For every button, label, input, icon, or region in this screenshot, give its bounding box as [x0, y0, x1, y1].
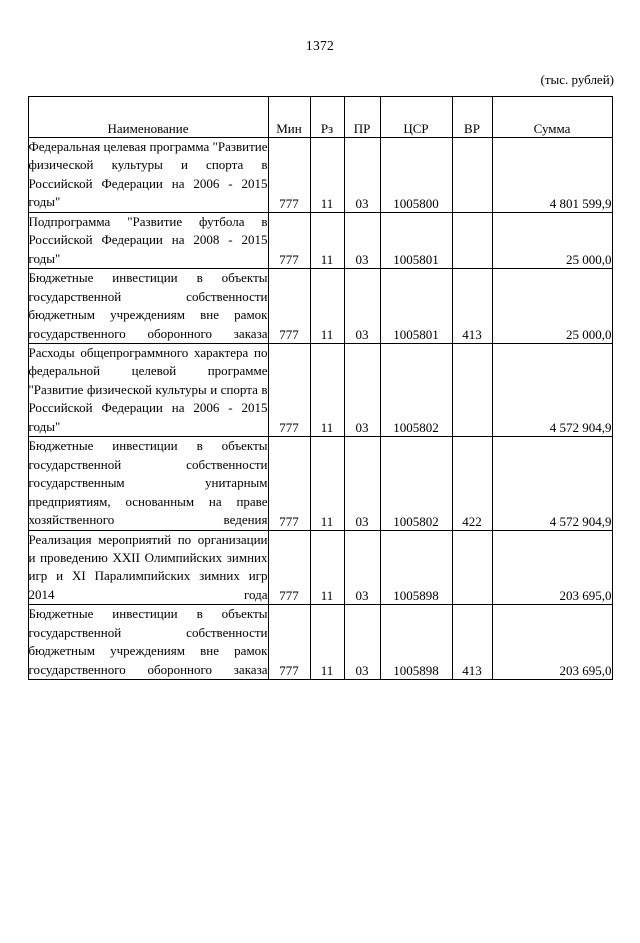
table-row [28, 530, 612, 605]
cell-sum: 4 801 599,9 [492, 138, 612, 213]
cell-rz: 11 [310, 343, 344, 436]
cell-vr: 413 [452, 605, 492, 680]
document-page [0, 38, 640, 943]
column-header-sum: Сумма [492, 97, 612, 138]
cell-name: Подпрограмма "Развитие футбола в Российской Федерации на 2008 - 2015 годы" [28, 212, 268, 268]
cell-vr [452, 343, 492, 436]
cell-sum: 4 572 904,9 [492, 437, 612, 530]
cell-pr: 03 [344, 212, 380, 268]
cell-name: Расходы общепрограммного характера по федеральной целевой программе "Развитие физической культуры и спорта в Российской Федерации на 2006 - 2015 годы" [28, 343, 268, 436]
table-row [28, 269, 612, 344]
column-header-name: Наименование [28, 97, 268, 138]
cell-min: 777 [268, 269, 310, 344]
table-row [28, 605, 612, 680]
cell-name: Бюджетные инвестиции в объекты государственной собственности государственным унитарным предприятиям, основанным на праве хозяйственного ведения [28, 437, 268, 530]
cell-vr [452, 212, 492, 268]
cell-name: Реализация мероприятий по организации и проведению XXII Олимпийских зимних игр и XI Паралимпийских зимних игр 2014 года [28, 530, 268, 605]
units-note: (тыс. рублей) [540, 72, 614, 87]
cell-rz: 11 [310, 605, 344, 680]
cell-vr: 413 [452, 269, 492, 344]
cell-csr: 1005802 [380, 437, 452, 530]
cell-csr: 1005898 [380, 605, 452, 680]
cell-pr: 03 [344, 138, 380, 213]
cell-sum: 4 572 904,9 [492, 343, 612, 436]
cell-min: 777 [268, 212, 310, 268]
cell-rz: 11 [310, 138, 344, 213]
cell-pr: 03 [344, 269, 380, 344]
column-header-rz: Рз [310, 97, 344, 138]
table-row [28, 437, 612, 530]
cell-name: Федеральная целевая программа "Развитие физической культуры и спорта в Российской Федерации на 2006 - 2015 годы" [28, 138, 268, 213]
cell-name: Бюджетные инвестиции в объекты государственной собственности бюджетным учреждениям вне рамок государственного оборонного заказа [28, 605, 268, 680]
cell-csr: 1005800 [380, 138, 452, 213]
cell-rz: 11 [310, 437, 344, 530]
column-header-csr: ЦСР [380, 97, 452, 138]
cell-csr: 1005801 [380, 269, 452, 344]
cell-csr: 1005802 [380, 343, 452, 436]
cell-sum: 203 695,0 [492, 605, 612, 680]
table-header-row [28, 97, 612, 138]
table-body [28, 138, 612, 680]
table-row [28, 343, 612, 436]
page-number: 1372 [305, 38, 335, 53]
cell-sum: 25 000,0 [492, 269, 612, 344]
table-header [28, 97, 612, 138]
cell-pr: 03 [344, 605, 380, 680]
cell-rz: 11 [310, 530, 344, 605]
cell-vr: 422 [452, 437, 492, 530]
cell-min: 777 [268, 530, 310, 605]
cell-csr: 1005801 [380, 212, 452, 268]
table-row [28, 212, 612, 268]
cell-min: 777 [268, 437, 310, 530]
column-header-vr: ВР [452, 97, 492, 138]
cell-sum: 25 000,0 [492, 212, 612, 268]
column-header-pr: ПР [344, 97, 380, 138]
table-row [28, 138, 612, 213]
cell-min: 777 [268, 138, 310, 213]
budget-table [28, 96, 613, 680]
cell-pr: 03 [344, 343, 380, 436]
column-header-min: Мин [268, 97, 310, 138]
cell-pr: 03 [344, 437, 380, 530]
cell-rz: 11 [310, 212, 344, 268]
cell-pr: 03 [344, 530, 380, 605]
cell-min: 777 [268, 343, 310, 436]
cell-csr: 1005898 [380, 530, 452, 605]
cell-sum: 203 695,0 [492, 530, 612, 605]
cell-min: 777 [268, 605, 310, 680]
cell-rz: 11 [310, 269, 344, 344]
cell-vr [452, 138, 492, 213]
cell-name: Бюджетные инвестиции в объекты государственной собственности бюджетным учреждениям вне рамок государственного оборонного заказа [28, 269, 268, 344]
cell-vr [452, 530, 492, 605]
